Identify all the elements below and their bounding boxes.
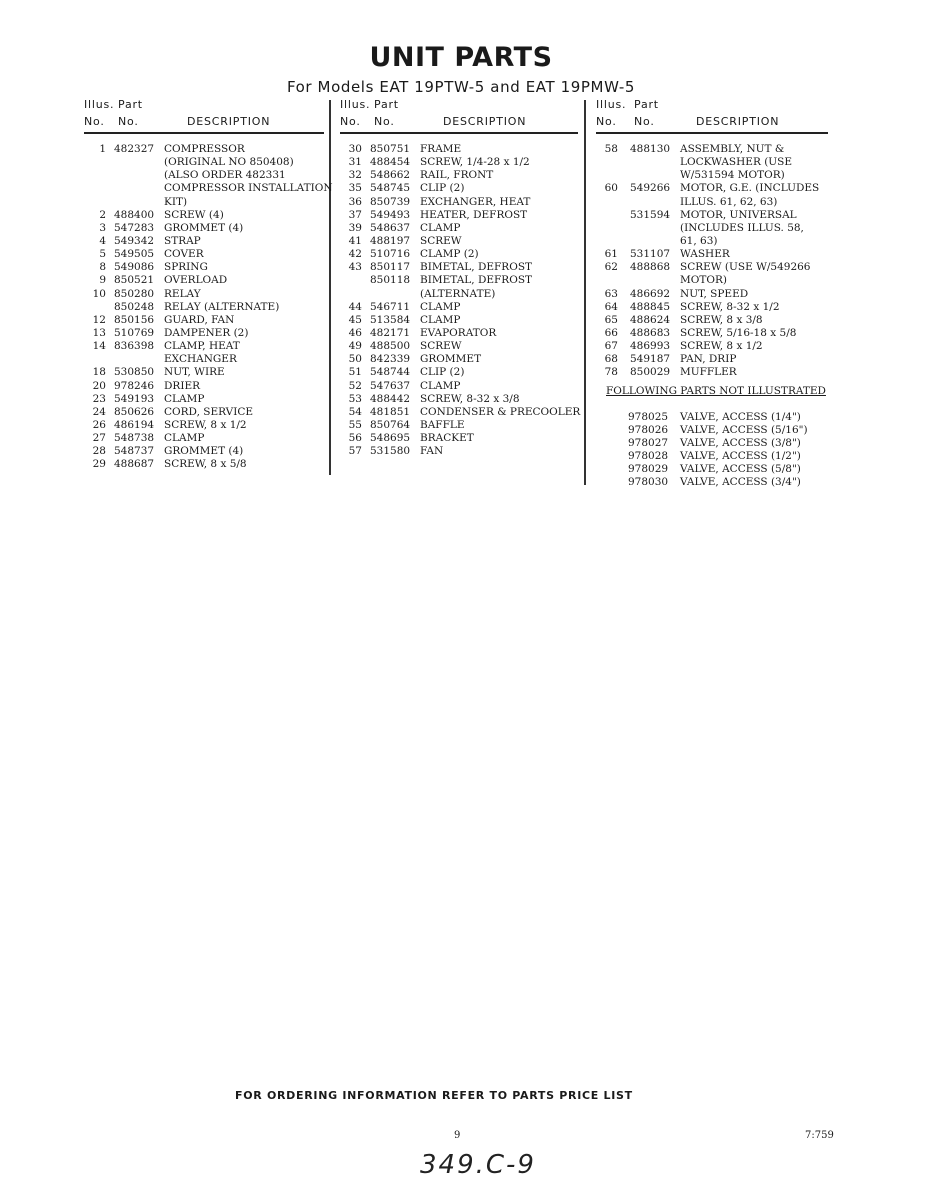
table-row <box>340 301 578 314</box>
header-no: No. <box>596 115 617 128</box>
illus-number: 26 <box>92 418 106 431</box>
table-row <box>596 222 828 235</box>
page-title: UNIT PARTS <box>369 42 553 73</box>
part-description: COVER <box>164 248 204 261</box>
part-description: MUFFLER <box>680 366 737 379</box>
part-description: VALVE, ACCESS (5/8") <box>680 463 801 476</box>
part-number: 850521 <box>114 274 155 287</box>
part-number: 486194 <box>114 418 155 431</box>
illus-number: 23 <box>92 392 106 405</box>
illus-number: 20 <box>92 379 106 392</box>
part-number: 548662 <box>370 169 411 182</box>
part-number: 548737 <box>114 445 155 458</box>
part-number: 488197 <box>370 234 411 247</box>
part-number: 978025 <box>628 410 669 423</box>
part-number: 488500 <box>370 340 411 353</box>
table-row <box>596 209 828 222</box>
table-row <box>340 405 581 419</box>
table-row <box>596 301 828 314</box>
part-number: 548637 <box>370 221 411 234</box>
table-row <box>596 169 828 182</box>
part-description: VALVE, ACCESS (1/2") <box>680 450 801 463</box>
table-row <box>84 169 324 182</box>
part-description: KIT) <box>164 195 188 208</box>
part-number: 850739 <box>370 195 411 208</box>
part-description: VALVE, ACCESS (5/16") <box>680 423 808 436</box>
part-description: SPRING <box>164 261 208 274</box>
table-row <box>596 156 828 169</box>
part-description: SCREW, 5/16-18 x 5/8 <box>680 326 797 339</box>
illus-number: 49 <box>348 340 362 353</box>
table-row <box>84 458 324 471</box>
header-rule <box>84 132 324 134</box>
table-row <box>84 366 324 379</box>
table-row <box>84 419 324 432</box>
table-row <box>340 445 578 458</box>
part-description: BRACKET <box>420 432 474 445</box>
part-number: 488687 <box>114 458 155 471</box>
part-description: SCREW, 8-32 x 3/8 <box>420 392 520 405</box>
part-number: 531107 <box>630 248 671 261</box>
illus-number: 28 <box>92 445 106 458</box>
part-number: 548695 <box>370 432 411 445</box>
page-number: 9 <box>454 1130 461 1141</box>
table-row <box>84 248 324 261</box>
part-number: 513584 <box>370 313 411 326</box>
header-description: DESCRIPTION <box>187 115 271 128</box>
part-description: SCREW, 8 x 1/2 <box>680 340 763 353</box>
part-number: 548738 <box>114 432 155 445</box>
part-number: 850156 <box>114 313 155 326</box>
table-row <box>340 169 578 182</box>
part-number: 548744 <box>370 366 411 379</box>
table-row <box>340 314 578 327</box>
table-row <box>84 406 324 419</box>
models-subtitle: For Models EAT 19PTW-5 and EAT 19PMW-5 <box>286 78 636 96</box>
ordering-info-footer: FOR ORDERING INFORMATION REFER TO PARTS PRICE LIST <box>235 1089 633 1102</box>
part-description: GROMMET (4) <box>164 221 244 234</box>
header-illus: Illus. <box>84 98 115 111</box>
illus-number: 30 <box>348 143 362 155</box>
table-row <box>340 380 578 393</box>
part-description: EXCHANGER, HEAT <box>420 195 531 208</box>
table-row <box>84 288 324 301</box>
column-divider <box>329 100 331 475</box>
part-number: 482327 <box>114 143 155 155</box>
table-row <box>84 261 324 274</box>
part-description: STRAP <box>164 234 201 247</box>
part-description: CLAMP <box>164 432 205 445</box>
illus-number: 57 <box>348 445 362 458</box>
illus-number: 14 <box>92 340 106 353</box>
part-number: 549493 <box>370 208 411 221</box>
part-number: 481851 <box>370 405 411 418</box>
handwritten-note: 349.C-9 <box>420 1150 536 1180</box>
table-row <box>596 424 826 437</box>
part-number: 850029 <box>630 366 671 379</box>
part-number: 549266 <box>630 182 671 195</box>
header-description: DESCRIPTION <box>443 115 527 128</box>
part-number: 549086 <box>114 261 155 274</box>
table-row <box>340 393 578 406</box>
header-rule <box>340 132 578 134</box>
part-description: MOTOR, G.E. (INCLUDES <box>680 182 820 195</box>
illus-number: 50 <box>348 353 362 366</box>
part-number: 850764 <box>370 418 411 431</box>
part-number: 850117 <box>370 261 411 274</box>
part-number: 850248 <box>114 300 155 313</box>
illus-number: 68 <box>604 353 618 366</box>
part-description: CLAMP, HEAT <box>164 340 240 353</box>
part-number: 850280 <box>114 287 155 300</box>
part-description: SCREW (USE W/549266 <box>680 261 811 274</box>
part-number: 488442 <box>370 392 411 405</box>
part-description: SCREW, 8 x 5/8 <box>164 458 247 471</box>
table-row <box>340 432 578 445</box>
not-illustrated-list <box>596 411 826 490</box>
illus-number: 3 <box>99 221 106 234</box>
table-row <box>596 327 828 340</box>
part-number: 546711 <box>370 300 411 313</box>
part-description: NUT, SPEED <box>680 287 749 300</box>
header-part-no: No. <box>118 115 139 128</box>
illus-number: 45 <box>348 313 362 326</box>
table-row <box>340 248 578 261</box>
column-divider <box>584 100 586 485</box>
part-description: (ALSO ORDER 482331 <box>164 169 286 182</box>
table-row <box>340 327 578 340</box>
header-part: Part <box>118 98 143 111</box>
illus-number: 8 <box>99 261 106 274</box>
part-description: COMPRESSOR INSTALLATION <box>164 182 333 195</box>
illus-number: 67 <box>604 340 618 353</box>
illus-number: 35 <box>348 182 362 195</box>
part-description: CONDENSER & PRECOOLER <box>420 405 581 418</box>
illus-number: 64 <box>604 300 618 313</box>
part-description: BIMETAL, DEFROST <box>420 261 533 274</box>
illus-number: 66 <box>604 326 618 339</box>
part-number: 482171 <box>370 326 411 339</box>
part-number: 549342 <box>114 234 155 247</box>
table-row <box>340 274 578 287</box>
part-description: HEATER, DEFROST <box>420 208 528 221</box>
table-row <box>340 235 578 248</box>
illus-number: 65 <box>604 313 618 326</box>
part-description: SCREW <box>420 340 462 353</box>
part-description: CLAMP <box>420 300 461 313</box>
illus-number: 41 <box>348 234 362 247</box>
header-illus: Illus. <box>340 98 371 111</box>
part-number: 486993 <box>630 340 671 353</box>
illus-number: 2 <box>99 208 106 221</box>
table-row <box>340 288 578 301</box>
illus-number: 56 <box>348 432 362 445</box>
header-no: No. <box>340 115 361 128</box>
part-description: PAN, DRIP <box>680 353 737 366</box>
table-row <box>84 380 324 393</box>
table-row <box>84 340 324 353</box>
table-row <box>84 445 324 458</box>
part-description: ILLUS. 61, 62, 63) <box>680 195 778 208</box>
table-row <box>340 261 578 274</box>
header-rule <box>596 132 828 134</box>
table-row <box>84 432 324 445</box>
parts-list <box>596 143 828 380</box>
part-description: RAIL, FRONT <box>420 169 494 182</box>
table-row <box>596 274 828 287</box>
part-number: 547637 <box>370 379 411 392</box>
illus-number: 37 <box>348 208 362 221</box>
document-code: 7:759 <box>805 1130 834 1141</box>
part-description: SCREW <box>420 234 462 247</box>
part-number: 549187 <box>630 353 671 366</box>
header-part: Part <box>374 98 399 111</box>
part-description: WASHER <box>680 248 730 261</box>
table-row <box>84 301 324 314</box>
part-number: 488624 <box>630 313 671 326</box>
table-row <box>340 222 578 235</box>
part-number: 531594 <box>630 208 671 221</box>
part-number: 510716 <box>370 248 411 261</box>
part-description: (ALTERNATE) <box>420 287 496 300</box>
table-row <box>596 340 828 353</box>
table-row <box>340 419 578 432</box>
header-part-no: No. <box>634 115 655 128</box>
table-row <box>596 143 828 156</box>
table-row <box>596 196 828 209</box>
table-row <box>596 476 826 489</box>
part-description: SCREW, 1/4-28 x 1/2 <box>420 156 530 169</box>
illus-number: 55 <box>348 418 362 431</box>
part-description: EVAPORATOR <box>420 326 497 339</box>
illus-number: 61 <box>604 248 618 261</box>
table-row <box>340 182 578 195</box>
part-description: RELAY <box>164 287 201 300</box>
part-number: 978028 <box>628 450 669 463</box>
table-row <box>596 411 826 424</box>
table-row <box>340 353 578 366</box>
table-row <box>596 353 828 366</box>
parts-list <box>340 143 581 458</box>
part-number: 488130 <box>630 143 671 155</box>
header-description: DESCRIPTION <box>696 115 780 128</box>
part-description: ASSEMBLY, NUT & <box>680 143 785 155</box>
table-row <box>84 143 324 156</box>
illus-number: 53 <box>348 392 362 405</box>
part-number: 488683 <box>630 326 671 339</box>
table-row <box>84 222 324 235</box>
table-row <box>84 327 324 340</box>
illus-number: 36 <box>348 195 362 208</box>
table-row <box>340 366 578 379</box>
table-row <box>596 288 828 301</box>
table-row <box>596 248 828 261</box>
header-part: Part <box>634 98 659 111</box>
illus-number: 13 <box>92 326 106 339</box>
illus-number: 4 <box>99 234 106 247</box>
part-number: 488454 <box>370 156 411 169</box>
part-description: CLAMP <box>164 392 205 405</box>
part-description: W/531594 MOTOR) <box>680 169 785 182</box>
part-number: 978026 <box>628 423 669 436</box>
illus-number: 1 <box>99 143 106 155</box>
part-number: 850751 <box>370 143 411 155</box>
part-number: 488868 <box>630 261 671 274</box>
part-description: CLIP (2) <box>420 366 465 379</box>
part-description: CLIP (2) <box>420 182 465 195</box>
part-description: FRAME <box>420 143 462 155</box>
part-description: CORD, SERVICE <box>164 405 254 418</box>
illus-number: 78 <box>604 366 618 379</box>
part-description: VALVE, ACCESS (3/8") <box>680 436 801 449</box>
table-row <box>596 463 826 476</box>
illus-number: 27 <box>92 432 106 445</box>
illus-number: 52 <box>348 379 362 392</box>
header-no: No. <box>84 115 105 128</box>
part-number: 836398 <box>114 340 155 353</box>
part-number: 978030 <box>628 476 669 489</box>
table-row <box>340 209 578 222</box>
part-number: 850118 <box>370 274 411 287</box>
table-row <box>340 143 578 156</box>
table-row <box>596 450 826 463</box>
part-number: 486692 <box>630 287 671 300</box>
illus-number: 54 <box>348 405 362 418</box>
table-row <box>340 156 578 169</box>
illus-number: 39 <box>348 221 362 234</box>
part-number: 549193 <box>114 392 155 405</box>
illus-number: 51 <box>348 366 362 379</box>
illus-number: 9 <box>99 274 106 287</box>
illus-number: 5 <box>99 248 106 261</box>
table-row <box>340 196 578 209</box>
part-description: COMPRESSOR <box>164 143 245 155</box>
part-description: BAFFLE <box>420 418 465 431</box>
table-row <box>84 393 324 406</box>
table-row <box>596 366 828 379</box>
illus-number: 46 <box>348 326 362 339</box>
table-row <box>596 235 828 248</box>
part-description: 61, 63) <box>680 234 718 247</box>
part-number: 842339 <box>370 353 411 366</box>
part-description: MOTOR) <box>680 274 727 287</box>
table-row <box>84 235 324 248</box>
table-row <box>84 156 324 169</box>
table-row <box>84 274 324 287</box>
part-description: GUARD, FAN <box>164 313 235 326</box>
table-row <box>340 340 578 353</box>
table-row <box>596 314 828 327</box>
table-row <box>84 196 324 209</box>
header-part-no: No. <box>374 115 395 128</box>
part-description: (ORIGINAL NO 850408) <box>164 156 294 169</box>
part-description: CLAMP <box>420 313 461 326</box>
table-row <box>84 314 324 327</box>
part-description: VALVE, ACCESS (1/4") <box>680 410 801 423</box>
table-row <box>84 182 333 195</box>
illus-number: 29 <box>92 458 106 471</box>
illus-number: 42 <box>348 248 362 261</box>
part-description: DAMPENER (2) <box>164 326 249 339</box>
illus-number: 58 <box>604 143 618 155</box>
illus-number: 12 <box>92 313 106 326</box>
not-illustrated-heading: FOLLOWING PARTS NOT ILLUSTRATED <box>606 384 826 397</box>
table-row <box>84 209 324 222</box>
part-number: 978246 <box>114 379 155 392</box>
part-description: MOTOR, UNIVERSAL <box>680 208 797 221</box>
part-description: EXCHANGER <box>164 353 237 366</box>
illus-number: 44 <box>348 300 362 313</box>
part-description: OVERLOAD <box>164 274 228 287</box>
part-description: (INCLUDES ILLUS. 58, <box>680 221 804 234</box>
parts-list <box>84 143 333 472</box>
table-row <box>84 353 324 366</box>
illus-number: 60 <box>604 182 618 195</box>
table-row <box>596 437 826 450</box>
part-number: 548745 <box>370 182 411 195</box>
illus-number: 10 <box>92 287 106 300</box>
part-number: 547283 <box>114 221 155 234</box>
part-description: CLAMP <box>420 379 461 392</box>
part-description: DRIER <box>164 379 201 392</box>
part-description: CLAMP (2) <box>420 248 479 261</box>
illus-number: 18 <box>92 366 106 379</box>
part-description: SCREW (4) <box>164 208 224 221</box>
part-number: 530850 <box>114 366 155 379</box>
illus-number: 63 <box>604 287 618 300</box>
part-description: LOCKWASHER (USE <box>680 156 792 169</box>
part-description: SCREW, 8 x 3/8 <box>680 313 763 326</box>
part-description: NUT, WIRE <box>164 366 225 379</box>
part-number: 549505 <box>114 248 155 261</box>
part-number: 488845 <box>630 300 671 313</box>
part-description: FAN <box>420 445 444 458</box>
part-number: 978029 <box>628 463 669 476</box>
illus-number: 43 <box>348 261 362 274</box>
part-number: 531580 <box>370 445 411 458</box>
part-description: CLAMP <box>420 221 461 234</box>
part-description: BIMETAL, DEFROST <box>420 274 533 287</box>
illus-number: 32 <box>348 169 362 182</box>
part-number: 510769 <box>114 326 155 339</box>
part-number: 850626 <box>114 405 155 418</box>
illus-number: 62 <box>604 261 618 274</box>
part-description: GROMMET (4) <box>164 445 244 458</box>
part-description: SCREW, 8-32 x 1/2 <box>680 300 780 313</box>
part-description: SCREW, 8 x 1/2 <box>164 418 247 431</box>
part-number: 978027 <box>628 436 669 449</box>
part-description: RELAY (ALTERNATE) <box>164 300 280 313</box>
illus-number: 31 <box>348 156 362 169</box>
part-description: VALVE, ACCESS (3/4") <box>680 476 801 489</box>
illus-number: 24 <box>92 405 106 418</box>
part-description: GROMMET <box>420 353 482 366</box>
part-number: 488400 <box>114 208 155 221</box>
table-row <box>596 182 828 195</box>
header-illus: Illus. <box>596 98 627 111</box>
table-row <box>596 261 828 274</box>
